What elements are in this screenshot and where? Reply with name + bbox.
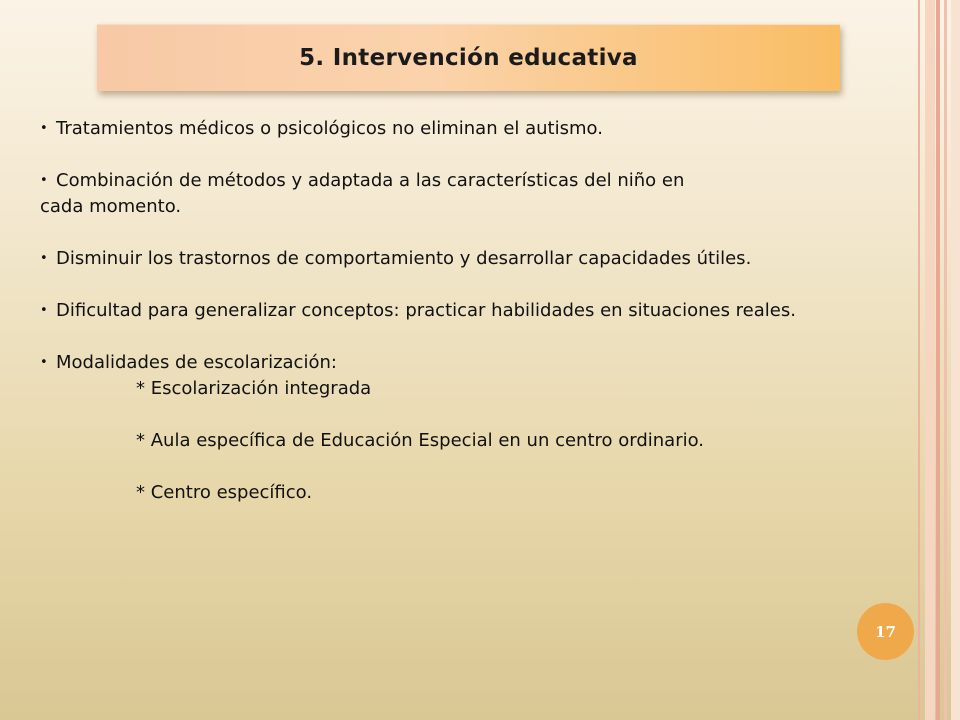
page-number-badge — [857, 603, 914, 660]
bullet-item — [40, 168, 920, 220]
decorative-stripe — [944, 0, 947, 720]
slide-title: 5. Intervención educativa — [299, 45, 638, 71]
bullet-text-line: cada momento. — [40, 196, 182, 217]
slide-content — [40, 116, 920, 506]
sub-item: * Aula específica de Educación Especial en un centro ordinario. — [136, 430, 705, 451]
sub-item: * Centro específico. — [136, 482, 313, 503]
bullet-text-line: Combinación de métodos y adaptada a las características del niño en — [56, 170, 685, 191]
decorative-stripe — [936, 0, 940, 720]
page-number: 17 — [875, 622, 896, 641]
sub-item: * Escolarización integrada — [136, 378, 372, 399]
bullet-item: • Disminuir los trastornos de comportamiento y desarrollar capacidades útiles. — [40, 246, 920, 272]
decorative-stripe — [925, 0, 935, 720]
title-banner — [97, 24, 840, 91]
bullet-item: • Tratamientos médicos o psicológicos no eliminan el autismo. — [40, 116, 920, 142]
decorative-stripe — [951, 0, 960, 720]
bullet-item: • Dificultad para generalizar conceptos: practicar habilidades en situaciones reales. — [40, 298, 920, 324]
bullet-item: • Modalidades de escolarización: — [40, 350, 920, 376]
